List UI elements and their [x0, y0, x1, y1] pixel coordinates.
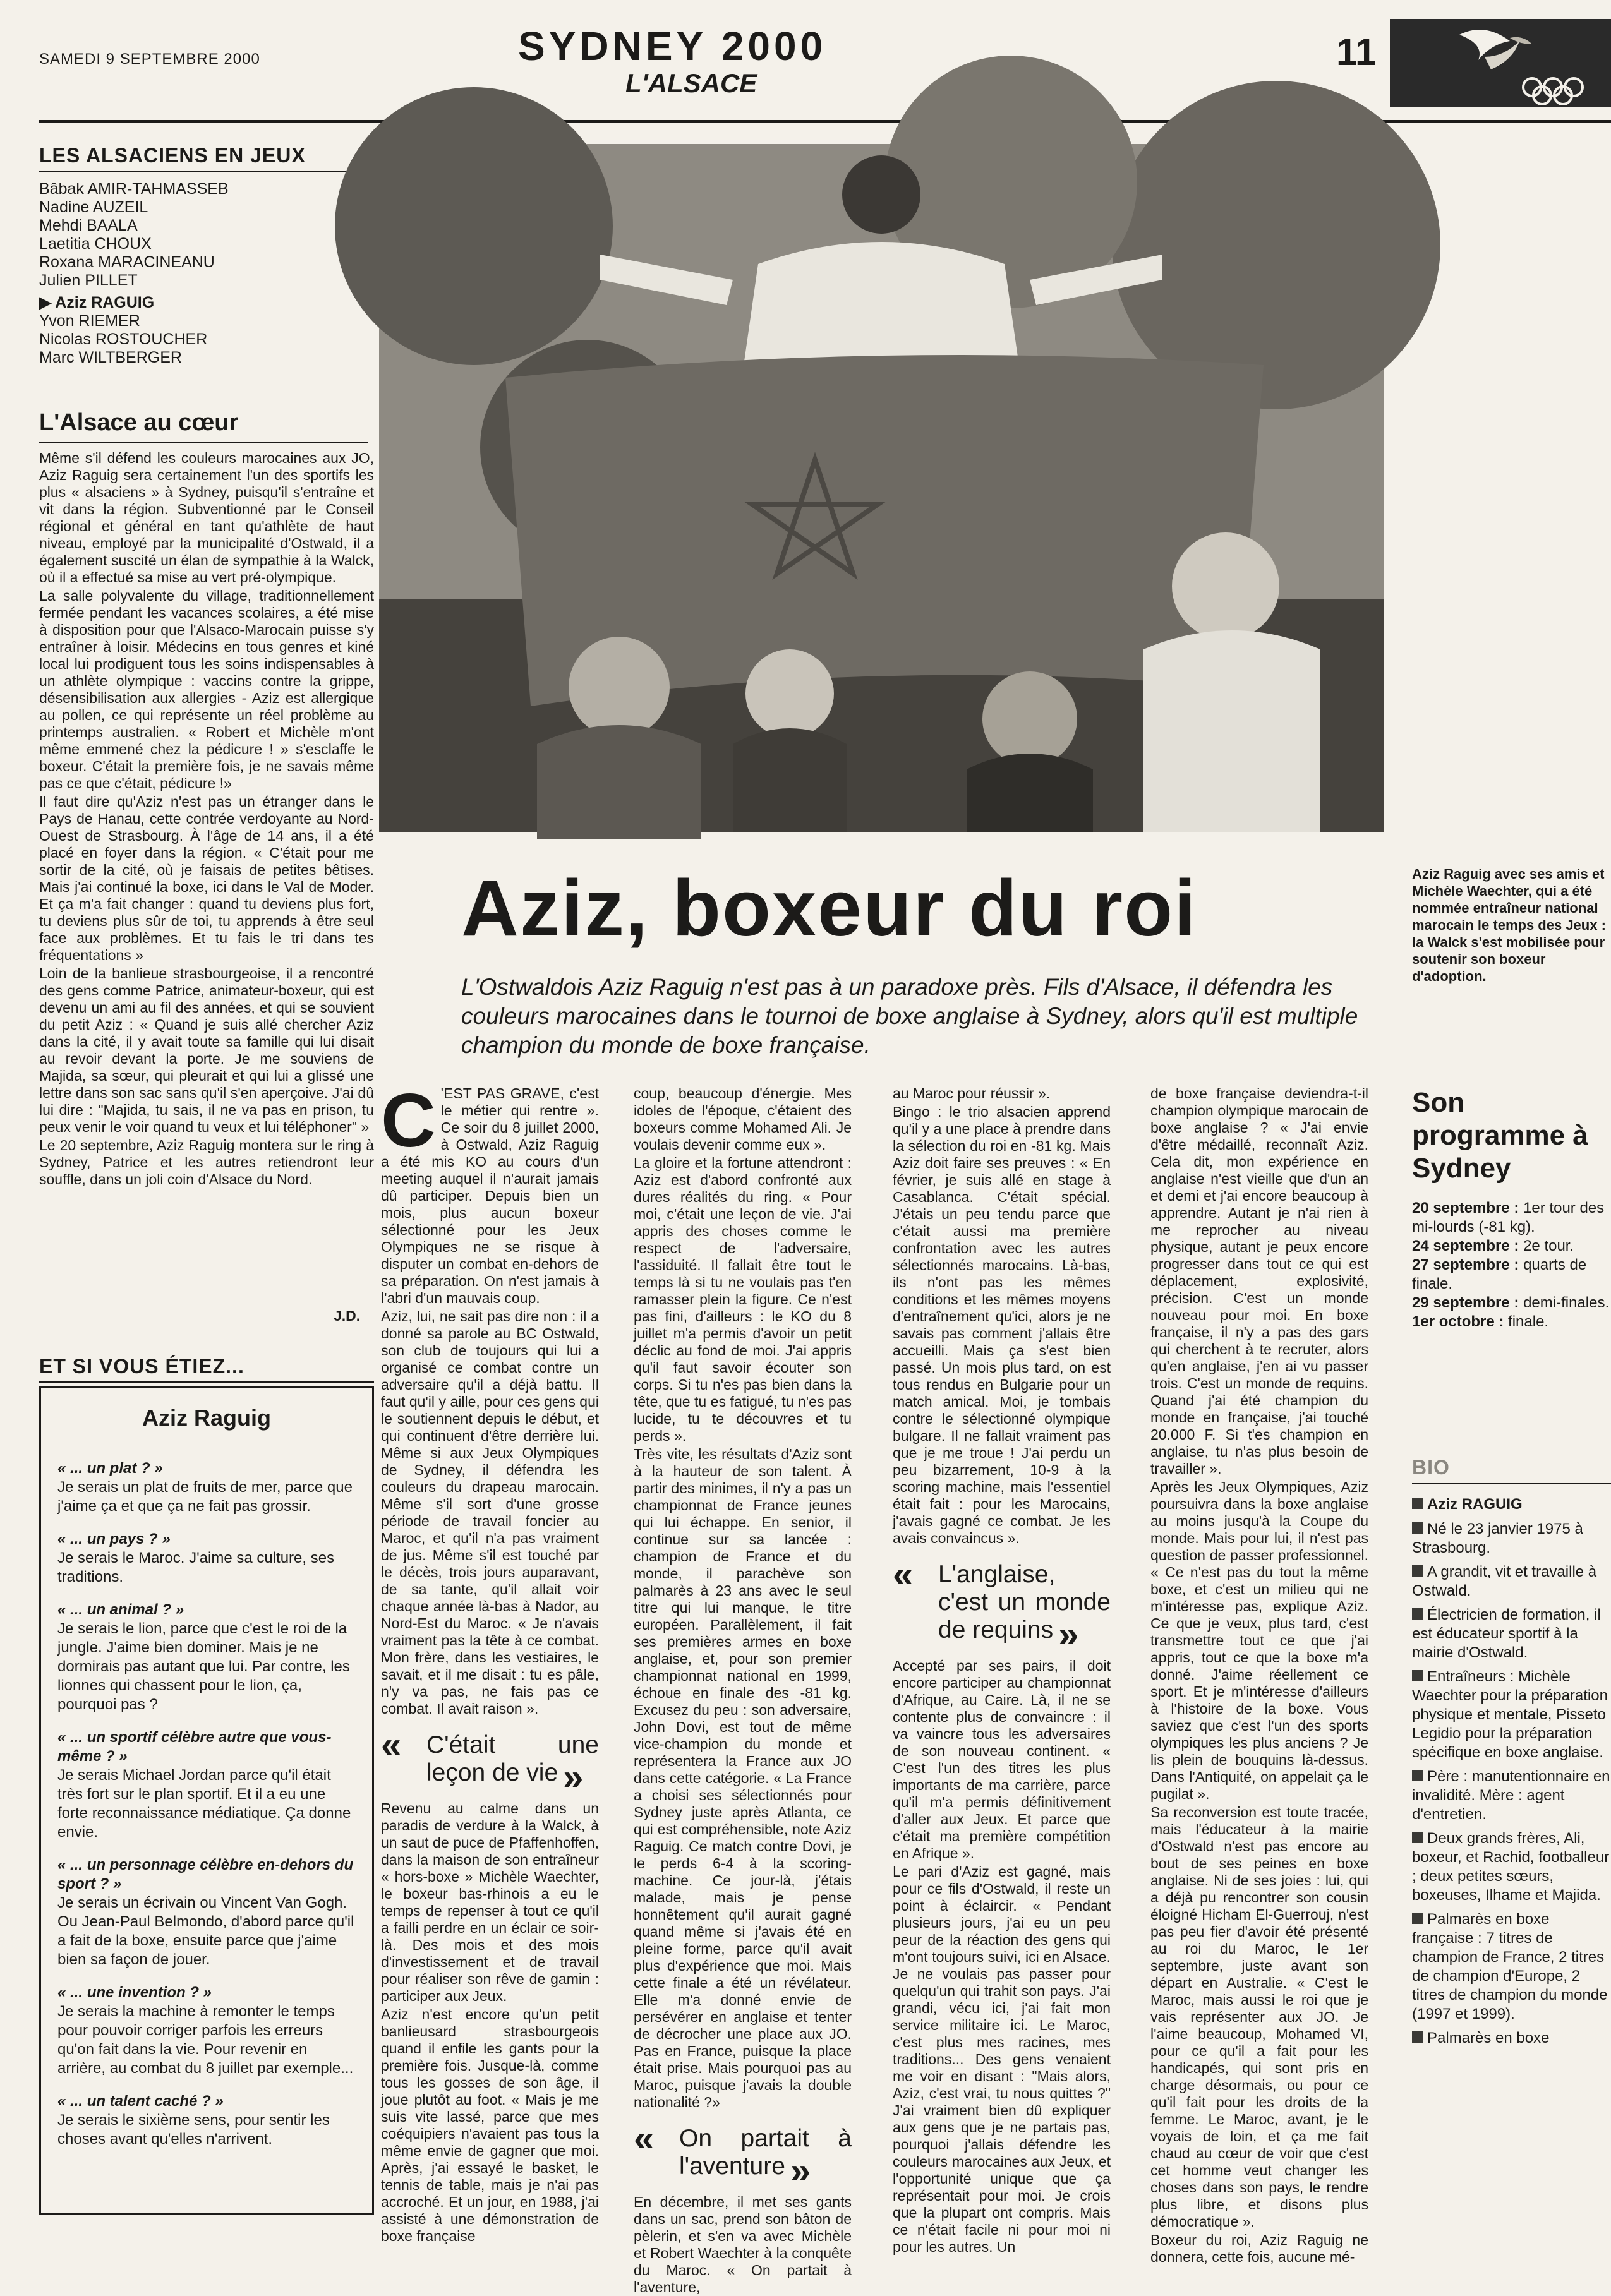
programme-item: 29 septembre : demi-finales.	[1412, 1294, 1610, 1311]
bullet-icon	[1412, 1522, 1423, 1534]
photo-caption: Aziz Raguig avec ses amis et Michèle Waechter, qui a été nommée entraîneur national marocain le temps des Jeux : la Walck s'est mobilisée pour soutenir son boxeur d'adoption.	[1412, 866, 1606, 984]
byline: J.D.	[334, 1307, 361, 1324]
answer: Je serais un écrivain ou Vincent Van Gogh. Ou Jean-Paul Belmondo, d'abord parce qu'il a fait de la boxe, ensuite parce que j'aime bien sa façon de jouer.	[57, 1894, 354, 1968]
paragraph: Très vite, les résultats d'Aziz sont à la hauteur de son talent. À partir des minimes, il n'y a pas un championnat de France jeunes qui lui échappe. En senior, il continue sur sa lancée : champion de France et du monde, il parachève son palmarès à 23 ans avec le seul titre qui lui manque, le titre européen. Parallèlement, il fait ses premières armes en boxe anglaise, et, pour son premier championnat national en 1999, échoue en finale des -81 kg. Excusez du peu : son adversaire, John Dovi, est tout de même vice-champion du monde et représentera la France aux JO dans cette catégorie. « La France a choisi ses sélectionnés pour Sydney juste après Atlanta, ce qui est compréhensible, note Aziz Raguig. Ce match contre Dovi, je le perds 6-4 à la scoring-machine. Ce jour-là, j'étais malade, mais je pense honnêtement qu'il aurait gagné quand même si j'avais été en pleine forme, parce qu'il avait plus d'expérience que moi. Mais cette finale a été un révélateur. Elle m'a donné envie de persévérer en anglaise et tenter de décrocher une place aux JO. Pas en France, puisque la place était prise. Mais pourquoi pas au Maroc, puisque j'avais la double nationalité ?»	[634, 1446, 852, 2110]
bullet-icon	[1412, 1670, 1423, 1681]
kicker-rule	[39, 1381, 374, 1383]
question: « ... un pays ? »	[57, 1530, 171, 1548]
interview-kicker-block	[39, 1355, 374, 1383]
pull-quote	[893, 1548, 1111, 1657]
qa-item	[57, 2092, 356, 2149]
athlete-name: Yvon RIEMER	[39, 312, 140, 330]
kicker-rule	[39, 171, 368, 172]
qa-item	[57, 1601, 356, 1714]
programme-item: 1er octobre : finale.	[1412, 1313, 1549, 1330]
athlete-name: Julien PILLET	[39, 272, 138, 289]
paragraph: coup, beaucoup d'énergie. Mes idoles de l'époque, c'étaient des boxeurs comme Mohamed Ali. Je voulais devenir comme eux ».	[634, 1085, 852, 1153]
article-column-1	[381, 1078, 599, 2244]
sidebar-kicker: LES ALSACIENS EN JEUX	[39, 144, 306, 167]
answer: Je serais la machine à remonter le temps pour pouvoir corriger parfois les erreurs qu'on fait dans la vie. Pour revenir en arrière, au combat du 8 juillet par exemple...	[57, 2003, 354, 2077]
open-quote-icon: «	[381, 1724, 402, 1765]
answer: Je serais le sixième sens, pour sentir les choses avant qu'elles n'arrivent.	[57, 2112, 330, 2148]
paragraph: Aziz n'est encore qu'un petit banlieusard strasbourgeois quand il enfile les gants pour la première fois. Jusque-là, comme tous les gosses de son âge, il joue plutôt au foot. « Mais je me suis vite lassé, parce que mes coéquipiers n'avaient pas tous la même envie de gagner que moi. Après, j'ai essayé le basket, le tennis de table, mais je n'ai pas accroché. Et un jour, en 1988, j'ai assisté à une démonstration de boxe française	[381, 2006, 599, 2244]
paragraph: au Maroc pour réussir ».	[893, 1085, 1051, 1102]
interview-kicker: ET SI VOUS ÉTIEZ...	[39, 1355, 244, 1378]
athlete-name: Nadine AUZEIL	[39, 198, 148, 216]
bullet-icon	[1412, 1770, 1423, 1781]
bullet-icon	[1412, 1608, 1423, 1620]
bio-item: Palmarès en boxe française : 7 titres de champion de France, 2 titres de champion d'Europe, 2 titres de champion du monde (1997 et 1999).	[1412, 1911, 1608, 2023]
paragraph: Revenu au calme dans un paradis de verdure à la Walck, à un saut de puce de Pfaffenhoffen, dans la maison de son entraîneur « hors-boxe » Michèle Waechter, le boxeur bas-rhinois a eu le temps de repenser à tout ce qu'il a failli perdre en un éclair ce soir-là. Des mois et des mois d'investissement et de travail pour réaliser son rêve de gamin : participer aux Jeux.	[381, 1800, 599, 2004]
bio-item: Père : manutentionnaire en invalidité. Mère : agent d'entretien.	[1412, 1768, 1610, 1823]
pull-quote	[381, 1719, 599, 1800]
bullet-icon	[1412, 1832, 1423, 1843]
paragraph: Accepté par ses pairs, il doit encore participer au championnat d'Afrique, au Caire. Là, il ne se contente plus de convaincre : il va vaincre tous les adversaires de son nouveau continent. « C'est l'un des titres les plus importants de ma carrière, parce qu'il m'a permis définitivement d'aller aux Jeux. Et parce que c'était ma première compétition en Afrique ».	[893, 1657, 1111, 1861]
bio-title: BIO	[1412, 1456, 1450, 1479]
interview-box	[39, 1386, 374, 2215]
featured-athlete-name: Aziz RAGUIG	[55, 294, 155, 311]
sidebar-article	[39, 450, 374, 1315]
athlete-name: Roxana MARACINEANU	[39, 253, 215, 271]
paragraph: En décembre, il met ses gants dans un sac, prend son bâton de pèlerin, et s'en va avec Michèle et Robert Waechter à la conquête du Maroc. « On partait à l'aventure,	[634, 2194, 852, 2295]
paragraph: Le pari d'Aziz est gagné, mais pour ce fils d'Ostwald, il reste un point à éclaircir. « Pendant plusieurs jours, j'ai eu un peu peur de la réaction des gens qui m'ont toujours suivi, ici en Alsace. Je ne voulais pas passer pour quelqu'un qui trahit son pays. J'ai grandi, vécu ici, j'ai fait mon service militaire ici. Le Maroc, c'est plus mes racines, mes traditions... Des gens venaient me voir en disant : "Mais alors, Aziz, c'est vrai, tu nous quittes ?" J'ai vraiment bien dû expliquer aux gens que je ne partais pas, pourquoi j'allais défendre les couleurs marocaines aux Jeux, et l'opportunité unique que ça représentait pour moi. Je crois que la plupart ont compris. Mais ce n'était facile ni pour moi ni pour les autres. Un	[893, 1863, 1111, 2255]
answer: Je serais le Maroc. J'aime sa culture, ses traditions.	[57, 1549, 335, 1585]
question: « ... un plat ? »	[57, 1460, 163, 1477]
question: « ... un personnage célèbre en-dehors du sport ? »	[57, 1856, 354, 1892]
paragraph: Le 20 septembre, Aziz Raguig montera sur le ring à Sydney, Patrice et les autres retiendront leur souffle, dans un joli coin d'Alsace du Nord.	[39, 1137, 374, 1187]
programme-item: 24 septembre : 2e tour.	[1412, 1237, 1574, 1254]
paragraph: Même s'il défend les couleurs marocaines aux JO, Aziz Raguig sera certainement l'un des sportifs les plus « alsaciens » à Sydney, puisqu'il s'entraîne et vit dans la région. Subventionné par le Conseil régional et général en tant qu'athlète de haut niveau, employé par la municipalité d'Ostwald, il a également suscité un élan de sympathie à la Walck, où il a effectué sa mise au vert pré-olympique.	[39, 450, 374, 586]
close-quote-icon: »	[1058, 1614, 1079, 1655]
question: « ... un sportif célèbre autre que vous-même ? »	[57, 1729, 332, 1765]
page-number: 11	[1336, 31, 1377, 73]
paragraph: Il faut dire qu'Aziz n'est pas un étranger dans le Pays de Hanau, cette contrée verdoyante au Nord-Ouest de Strasbourg. À l'âge de 14 ans, il a été placé en foyer dans la région. « C'était pour me sortir de la cité, où je faisais de petites bêtises. Mais j'ai continué la boxe, ici dans le Val de Moder. Et ça m'a fait changer : quand tu deviens plus fort, tu deviens plus sûr de toi, tu apprends à être seul face aux problèmes. Et tu fais le tri dans tes fréquentations »	[39, 793, 374, 963]
bio-item: Né le 23 janvier 1975 à Strasbourg.	[1412, 1520, 1583, 1556]
paragraph: Sa reconversion est toute tracée, mais l'éducateur à la mairie d'Ostwald n'est pas encore au bout de ses peines en boxe anglaise. Ni de ses joies : lui, qui a déjà pu rencontrer son cousin éloigné Hicham El-Guerrouj, n'est pas peu fier d'avoir été présenté au roi du Maroc, le 1er septembre, juste avant son départ en Australie. « C'est le Maroc, mais aussi le roi que je vais représenter aux JO. Je l'aime beaucoup, Mohamed VI, pour ce qu'il a fait pour les handicapés, qui sont pris en charge désormais, ou pour ce qu'il fait pour les droits de la femme. Le Maroc, avant, je le voyais de loin, et ça me fait chaud au cœur de voir que c'est cet homme veut changer les choses dans son pays, le rendre plus libre, et disons plus démocratique ».	[1150, 1804, 1368, 2230]
bullet-icon	[1412, 2031, 1423, 2043]
section-title: SYDNEY 2000	[518, 23, 827, 69]
paragraph: Aziz, lui, ne sait pas dire non : il a donné sa parole au BC Ostwald, son club de toujours qui lui a organisé ce combat contre un adversaire qu'il a déjà battu. Il faut qu'il y aille, pour ces gens qui le soutiennent depuis le début, et qui continuent d'être derrière lui. Même si aux Jeux Olympiques de Sydney, il défendra les couleurs du drapeau marocain. Même s'il sort d'une grosse période de travail foncier au Maroc, et qu'il n'a pas vraiment de jus. Même s'il est touché par le décès, trois jours auparavant, de sa tante, qu'il allait voir chaque année là-bas à Nador, au Nord-Est du Maroc. « Je n'avais vraiment pas la tête à ce combat. Mon frère, dans les vestiaires, le savait, et il me disait : tu es pâle, n'y va pas, ne fais pas ce combat. Il avait raison ».	[381, 1308, 599, 1717]
paragraph: Bingo : le trio alsacien apprend qu'il y a une place à prendre dans la sélection du roi en -81 kg. Mais Aziz doit faire ses preuves : « En février, je suis allé en stage à Casablanca. C'était spécial. J'étais un peu tendu parce que c'était aussi ma première confrontation avec les autres sélectionnés marocains. Là-bas, ils n'ont pas les mêmes conditions et les mêmes moyens d'entraînement qu'ici, alors je ne savais pas comment j'allais être accueilli. Mais ça s'est bien passé. Un mois plus tard, on est tous rendus en Bulgarie pour un match amical. Moi, je tombais contre le sélectionné olympique bulgare. Il ne fallait vraiment pas que je me troue ! J'ai perdu un peu bizarrement, 10-9 à la scoring machine, mais l'essentiel était fait : pour les Marocains, j'avais gagné ce combat. Je les avais convaincus ».	[893, 1103, 1111, 1546]
qa-item	[57, 1728, 356, 1842]
article-column-3	[893, 1085, 1111, 2255]
bio-item: Entraîneurs : Michèle Waechter pour la préparation physique et mentale, Pisseto Legidio pour la préparation spécifique en boxe anglaise.	[1412, 1668, 1608, 1761]
article-column-2	[634, 1085, 852, 2295]
programme-title: Son programme à Sydney	[1412, 1087, 1588, 1184]
paragraph: Boxeur du roi, Aziz Raguig ne donnera, cette fois, aucune mé-	[1150, 2232, 1368, 2265]
athlete-name: Marc WILTBERGER	[39, 349, 182, 366]
athlete-name: Nicolas ROSTOUCHER	[39, 330, 208, 348]
sidebar-heading: L'Alsace au cœur	[39, 409, 239, 436]
paragraph: C 'EST PAS GRAVE, c'est le métier qui rentre ». Ce soir du 8 juillet 2000, à Ostwald, Aziz Raguig a été mis KO au cours d'un meeting auquel il n'aurait jamais dû participer. Depuis bien un mois, plus aucun boxeur sélectionné pour les Jeux Olympiques ne se risque à disputer un combat en-dehors de sa préparation. On n'est jamais à l'abri d'un mauvais coup.	[381, 1078, 599, 1306]
question: « ... un talent caché ? »	[57, 2093, 224, 2110]
featured-athlete	[39, 294, 355, 312]
bio-item: Deux grands frères, Ali, boxeur, et Rachid, footballeur ; deux petites sœurs, boxeuses, Ilhame et Majida.	[1412, 1830, 1610, 1904]
paragraph: Loin de la banlieue strasbourgeoise, il a rencontré des gens comme Patrice, animateur-boxeur, qui est devenu un ami au fil des années, et qui se souvient du petit Aziz : « Quand je suis allé chercher Aziz dans la cité, il y avait toute sa famille qui lui disait au revoir devant la porte. Je me souviens de Majida, sa sœur, qui pleurait et qui lui a glissé une lettre dans son sac sans qu'il s'en aperçoive. J'ai dû lui dire : "Majida, tu sais, il ne va pas en prison, tu peux venir le voir quand tu veux et lui téléphoner" »	[39, 965, 374, 1135]
bio-item: Électricien de formation, il est éducateur sportif à la mairie d'Ostwald.	[1412, 1606, 1601, 1661]
bio-item: A grandit, vit et travaille à Ostwald.	[1412, 1563, 1597, 1599]
pull-quote-text: C'était une leçon de vie	[426, 1731, 599, 1786]
bio-item: Palmarès en boxe	[1412, 2029, 1611, 2048]
paragraph: La salle polyvalente du village, traditionnellement fermée pendant les vacances scolaires, a été mise à disposition pour que l'Alsaco-Marocain puisse s'y entraîner à loisir. Médecins en tous genres et kiné local lui prodiguent tous les soins indispensables à un athlète olympique : vaccins contre la grippe, désensibilisation aux allergies - Aziz est allergique au pollen, ce qui représente un réel problème au printemps australien. « Robert et Michèle m'ont même emmené chez la pédicure ! » s'esclaffe le boxeur. C'était la première fois, je ne savais même pas ce que c'était, pédicure !»	[39, 587, 374, 791]
arrow-icon: ▶	[39, 294, 56, 311]
sydney-olympics-logo-icon	[1390, 19, 1611, 107]
answer: Je serais un plat de fruits de mer, parce que j'aime ça et que ça ne fait pas grossir.	[57, 1479, 353, 1515]
headline: Aziz, boxeur du roi	[461, 863, 1198, 953]
bullet-icon	[1412, 1565, 1423, 1577]
paragraph: de boxe française deviendra-t-il champion olympique marocain de boxe anglaise ? « J'ai envie d'être médaillé, reconnaît Aziz. Cela dit, mon expérience en anglaise n'est vieille que d'un an et demi et j'ai encore beaucoup à apprendre. Autant je n'ai rien à me reprocher au niveau physique, autant je peux encore progresser dans tout ce qui est déplacement, explosivité, précision. C'est un monde nouveau pour moi. En boxe française, il n'y a pas des gars qui cherchent à te recruter, alors qu'en anglaise, j'en ai vu passer trois. C'est un monde de requins. Quand j'ai été champion du monde en française, j'ai touché 20.000 F. Si t'es champion en anglaise, tu n'as plus besoin de travailler ».	[1150, 1085, 1368, 1477]
article-column-4	[1150, 1085, 1368, 2265]
athlete-name: Mehdi BAALA	[39, 217, 138, 234]
qa-item	[57, 1983, 356, 2078]
programme-list	[1412, 1199, 1611, 1331]
question: « ... une invention ? »	[57, 1984, 212, 2001]
bio-name: Aziz RAGUIG	[1412, 1494, 1611, 1515]
pull-quote-text: L'anglaise, c'est un monde de requins	[938, 1561, 1111, 1644]
bio-box	[1412, 1456, 1611, 2215]
open-quote-icon: «	[634, 2118, 655, 2159]
article-deck: L'Ostwaldois Aziz Raguig n'est pas à un paradoxe près. Fils d'Alsace, il défendra les couleurs marocaines dans le tournoi de boxe anglaise à Sydney, alors qu'il est multiple champion du monde de boxe française.	[461, 974, 1358, 1058]
paragraph: Après les Jeux Olympiques, Aziz poursuivra dans la boxe anglaise au moins jusqu'à la Coupe du monde. Mais pour lui, il n'est pas question de passer professionnel. « Ce n'est pas du tout la même boxe, et c'est un milieu qui ne m'intéresse pas, explique Aziz. Ce que je veux, plus tard, c'est transmettre tout ce que j'ai appris, tout ce que la boxe m'a donné. J'aime réellement ce sport. Et je m'intéresse d'ailleurs à l'histoire de la boxe. Vous saviez que c'est l'un des sports olympiques les plus anciens ? Je lis plein de bouquins là-dessus. Dans l'Antiquité, on appelait ça le pugilat ».	[1150, 1479, 1368, 1802]
pull-quote-text: On partait à l'aventure	[679, 2125, 852, 2180]
athlete-name: Bâbak AMIR-TAHMASSEB	[39, 180, 229, 198]
pull-quote	[634, 2112, 852, 2194]
close-quote-icon: »	[790, 2150, 811, 2191]
heading-rule	[39, 442, 368, 443]
question: « ... un animal ? »	[57, 1601, 184, 1618]
programme-box	[1412, 1086, 1611, 1415]
qa-item	[57, 1459, 356, 1516]
team-photo	[379, 144, 1384, 832]
newspaper-logo-text: L'ALSACE	[625, 68, 757, 98]
answer: Je serais le lion, parce que c'est le roi de la jungle. J'aime bien dominer. Mais je ne dormirais pas autant que lui. Par contre, les lionnes qui chassent pour le lion, ça, pourquoi pas ?	[57, 1620, 350, 1713]
bullet-icon	[1412, 1913, 1423, 1924]
close-quote-icon: »	[563, 1757, 584, 1798]
open-quote-icon: «	[893, 1554, 914, 1595]
paragraph: La gloire et la fortune attendront : Aziz est d'abord confronté aux dures réalités du ring. « Pour moi, c'était une leçon de vie. J'ai appris des choses comme le respect de l'adversaire, l'assiduité. Il fallait être tout le temps là si tu ne voulais pas t'en ramasser plein la figure. Ce n'est pas fini, d'ailleurs : le KO du 8 juillet m'a permis d'avoir un petit déclic au fond de moi. J'ai appris qu'il faut savoir écouter son corps. Si tu n'es pas bien dans la tête, que tu es fatigué, tu n'es pas lucide, tu te découvres et tu perds ».	[634, 1155, 852, 1444]
athlete-name: Laetitia CHOUX	[39, 235, 152, 253]
programme-item: 20 septembre : 1er tour des mi-lourds (-81 kg).	[1412, 1199, 1605, 1235]
qa-item	[57, 1856, 356, 1969]
issue-date: SAMEDI 9 SEPTEMBRE 2000	[39, 51, 260, 68]
answer: Je serais Michael Jordan parce qu'il était très fort sur le plan sportif. Et il a eu une forte reconnaissance médiatique. Ça donne envie.	[57, 1767, 351, 1841]
athlete-list	[39, 180, 355, 367]
interview-name: Aziz Raguig	[142, 1405, 271, 1431]
bullet-icon	[1412, 1498, 1423, 1509]
bio-rule	[1412, 1483, 1611, 1484]
programme-item: 27 septembre : quarts de finale.	[1412, 1256, 1587, 1292]
drop-cap: C	[381, 1078, 436, 1163]
qa-item	[57, 1530, 356, 1587]
